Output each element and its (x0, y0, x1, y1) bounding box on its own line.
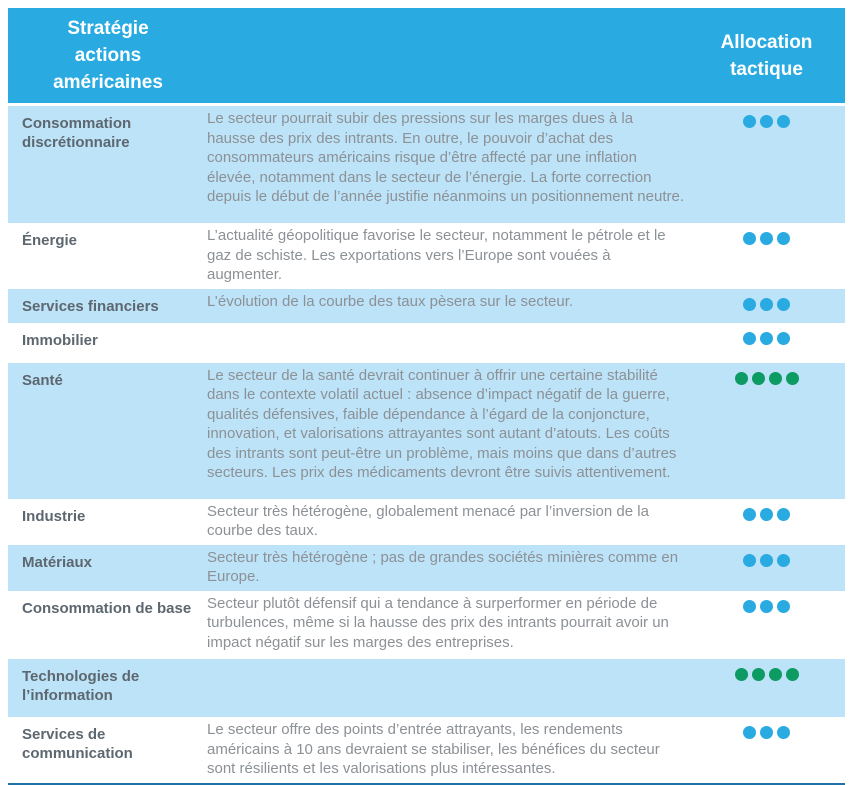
allocation-dots (688, 106, 845, 223)
sector-name: Matériaux (22, 553, 93, 571)
header-strategy-cell (8, 15, 208, 96)
bottom-border (8, 783, 845, 785)
allocation-dot (760, 600, 773, 613)
allocation-dot (760, 298, 773, 311)
table-row (8, 106, 845, 223)
allocation-dots (688, 363, 845, 499)
allocation-dot (743, 232, 756, 245)
allocation-dot (760, 332, 773, 345)
allocation-dots (688, 659, 845, 717)
allocation-dot (786, 372, 799, 385)
sector-name: Immobilier (22, 331, 98, 349)
allocation-dot (786, 668, 799, 681)
table-row (8, 545, 845, 591)
allocation-dot (777, 600, 790, 613)
sector-name: Technologies de l’information (22, 668, 140, 704)
allocation-dot (743, 726, 756, 739)
allocation-dot (769, 668, 782, 681)
allocation-dot (777, 115, 790, 128)
allocation-dot (743, 332, 756, 345)
sector-name: Consommation discrétionnaire (22, 115, 132, 151)
allocation-dot (735, 372, 748, 385)
sector-description: L’actualité géopolitique favorise le secteur, notamment le pétrole et le gaz de schiste. Les exportations vers l’Europe sont vouées à augmenter. (207, 227, 666, 283)
sector-name: Énergie (22, 232, 78, 249)
allocation-dot (752, 668, 765, 681)
allocation-dot (743, 115, 756, 128)
sector-name: Santé (22, 371, 63, 389)
allocation-dots (688, 223, 845, 289)
table-row (8, 223, 845, 289)
allocation-dot (743, 508, 756, 521)
sector-description: L’évolution de la courbe des taux pèsera sur le secteur. (207, 292, 574, 310)
allocation-dot (777, 554, 790, 567)
table-row (8, 289, 845, 323)
allocation-dot (752, 372, 765, 385)
table-row (8, 363, 845, 499)
sector-description: Secteur plutôt défensif qui a tendance à surperformer en période de turbulences, même si la hausse des prix des intrants pourrait avoir un impact négatif sur les marges des entreprises. (207, 594, 669, 651)
allocation-dots (688, 717, 845, 783)
table-row (8, 717, 845, 783)
sector-description: Le secteur offre des points d’entrée attrayants, les rendements américains à 10 ans devraient se stabiliser, les bénéfices du secteur sont résilients et les valorisations plus intéressantes. (207, 721, 660, 777)
sector-description: Secteur très hétérogène ; pas de grandes sociétés minières comme en Europe. (207, 548, 679, 585)
sector-description (207, 323, 688, 363)
allocation-dot (760, 115, 773, 128)
sector-name: Consommation de base (22, 599, 192, 617)
table-row (8, 659, 845, 717)
allocation-dot (743, 554, 756, 567)
table-body (8, 106, 845, 783)
allocation-dot (769, 372, 782, 385)
sector-name: Industrie (22, 507, 86, 525)
header-strategy-label: Stratégie actions américaines (53, 18, 163, 93)
allocation-dot (777, 332, 790, 345)
allocation-dot (777, 232, 790, 245)
sector-description (207, 659, 688, 717)
allocation-dot (760, 726, 773, 739)
allocation-dot (760, 508, 773, 521)
sector-name: Services financiers (22, 297, 159, 315)
allocation-dot (777, 298, 790, 311)
allocation-dots (688, 289, 845, 323)
allocation-dots (688, 323, 845, 363)
allocation-dot (743, 600, 756, 613)
sector-description: Secteur très hétérogène, globalement menacé par l’inversion de la courbe des taux. (207, 502, 649, 539)
sector-description: Le secteur pourrait subir des pressions sur les marges dues à la hausse des prix des intrants. En outre, le pouvoir d’achat des consommateurs américains risque d’être affecté par une inflation élevée, notamment dans le secteur de l’énergie. La forte correction depuis le début de l’année justifie néanmoins un positionnement neutre. (207, 110, 684, 205)
sector-description: Le secteur de la santé devrait continuer à offrir une certaine stabilité dans le contexte volatil actuel : absence d’impact négatif de la guerre, qualités défensives, faible dépendance à l’égard de la conjoncture, innovation, et valorisations attrayantes sont autant d’atouts. Les coûts des intrants sont peut-être un problème, mais moins que dans d’autres secteurs. Les prix des médicaments devront être suivis attentivement. (207, 366, 677, 481)
allocation-dot (777, 726, 790, 739)
allocation-dots (688, 545, 845, 591)
allocation-dot (760, 232, 773, 245)
allocation-dot (777, 508, 790, 521)
allocation-dot (735, 668, 748, 681)
allocation-dot (760, 554, 773, 567)
allocation-dots (688, 499, 845, 545)
table-row (8, 499, 845, 545)
table-row (8, 591, 845, 657)
table-row (8, 323, 845, 363)
header-allocation-cell (688, 29, 845, 83)
table-header (8, 8, 845, 103)
sector-name: Services de communication (22, 726, 133, 762)
allocation-dot (743, 298, 756, 311)
header-allocation-label: Allocation tactique (720, 31, 813, 80)
allocation-dots (688, 591, 845, 657)
